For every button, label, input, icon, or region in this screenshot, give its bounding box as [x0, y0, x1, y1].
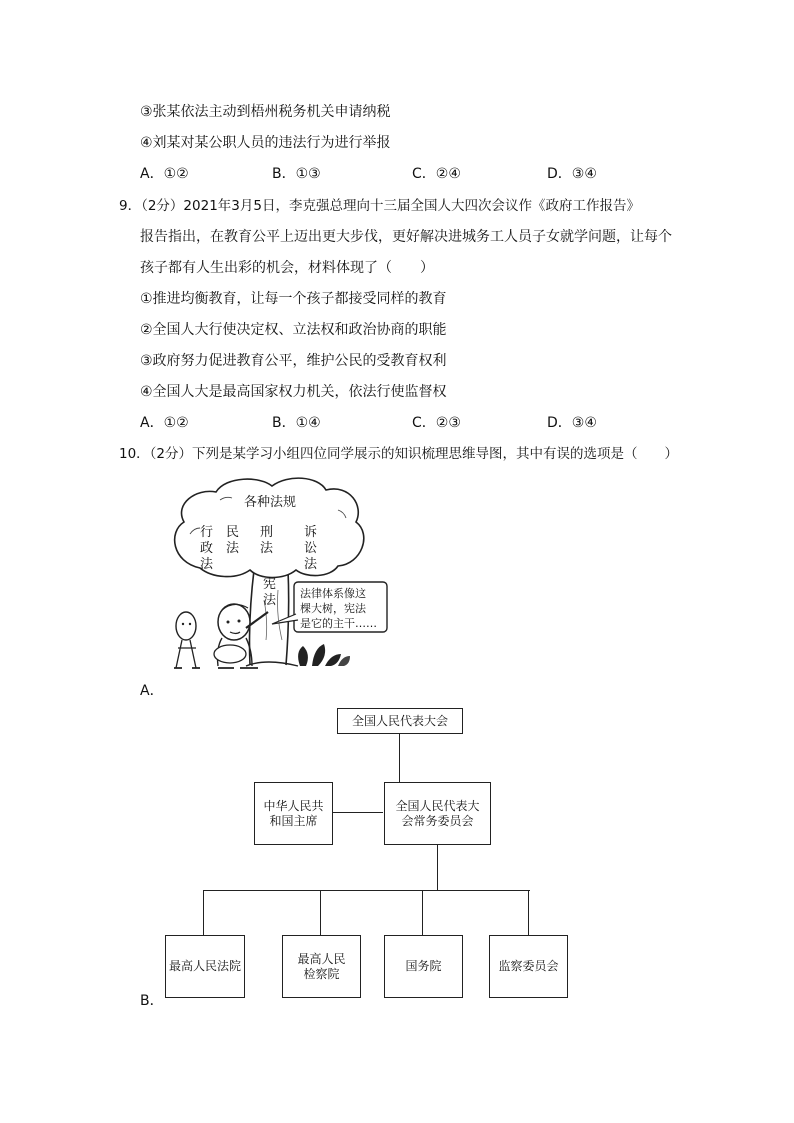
- connector-drop-3: [422, 890, 423, 935]
- q9-option-b: B．①④: [272, 415, 321, 431]
- q8-item-4: ④刘某对某公职人员的违法行为进行举报: [140, 135, 391, 151]
- connector-drop-2: [320, 890, 321, 935]
- option-b-label: B．: [140, 993, 164, 1009]
- q9-item-4: ④全国人大是最高国家权力机关，依法行使监督权: [140, 384, 447, 400]
- org-top-label: 全国人民代表大会: [351, 713, 448, 728]
- org-standing-line-1: 全国人民代表大: [395, 798, 480, 813]
- q9-item-2: ②全国人大行使决定权、立法权和政治协商的职能: [140, 322, 447, 338]
- org-procuratorate-line-2: 检察院: [303, 966, 340, 981]
- q9-option-a: A．①②: [140, 415, 189, 431]
- law-tree-illustration: [160, 470, 400, 695]
- q9-stem-line-3: 孩子都有人生出彩的机会，材料体现了（ ）: [140, 260, 434, 276]
- connector-top: [399, 734, 400, 782]
- q9-stem-line-1: 9．（2分）2021年3月5日，李克强总理向十三届全国人大四次会议作《政府工作报告》: [119, 198, 640, 214]
- branch-civil-law: 民法: [226, 525, 240, 556]
- connector-standing-down: [437, 845, 438, 890]
- speech-line-2: 棵大树，宪法: [300, 602, 366, 615]
- org-state-council-box: [384, 935, 463, 998]
- org-president-line-1: 中华人民共: [263, 798, 324, 813]
- org-standing-line-2: 会常务委员会: [401, 813, 474, 828]
- trunk-constitution: 宪法: [263, 577, 277, 608]
- branch-administrative-law: 行政法: [200, 525, 214, 572]
- connector-bus: [203, 890, 530, 891]
- org-president-box: [254, 782, 333, 845]
- q8-option-a: A．①②: [140, 166, 189, 182]
- org-procuratorate-line-1: 最高人民: [297, 951, 346, 966]
- q9-option-d: D．③④: [547, 415, 597, 431]
- q9-stem-line-2: 报告指出，在教育公平上迈出更大步伐，更好解决进城务工人员子女就学问题，让每个: [140, 229, 672, 245]
- q9-item-1: ①推进均衡教育，让每一个孩子都接受同样的教育: [140, 291, 447, 307]
- q9-option-c: C．②③: [412, 415, 461, 431]
- org-state-council-label: 国务院: [405, 959, 442, 973]
- q8-item-3: ③张某依法主动到梧州税务机关申请纳税: [140, 104, 391, 120]
- speech-line-1: 法律体系像这: [300, 587, 366, 600]
- branch-criminal-law: 刑法: [260, 525, 274, 556]
- branch-procedural-law: 诉讼法: [304, 525, 318, 572]
- org-top-npc: [337, 708, 463, 734]
- connector-drop-1: [203, 890, 204, 935]
- q8-option-d: D．③④: [547, 166, 597, 182]
- option-a-label: A．: [140, 683, 164, 699]
- crown-title: 各种法规: [243, 495, 297, 510]
- org-supervisory-box: [489, 935, 568, 998]
- org-supreme-court-label: 最高人民法院: [168, 959, 241, 973]
- org-supreme-court-box: [165, 935, 245, 998]
- org-procuratorate-box: [282, 935, 361, 998]
- q8-option-c: C．②④: [412, 166, 461, 182]
- q9-item-3: ③政府努力促进教育公平，维护公民的受教育权利: [140, 353, 447, 369]
- connector-president: [333, 812, 383, 813]
- q8-option-b: B．①③: [272, 166, 321, 182]
- org-supervisory-label: 监察委员会: [498, 959, 559, 973]
- org-president-line-2: 和国主席: [269, 813, 318, 828]
- speech-line-3: 是它的主干……: [300, 617, 377, 630]
- org-standing-committee-box: [384, 782, 491, 845]
- q10-stem: 10．（2分）下列是某学习小组四位同学展示的知识梳理思维导图，其中有误的选项是（ ）: [119, 446, 679, 462]
- connector-drop-4: [528, 890, 529, 935]
